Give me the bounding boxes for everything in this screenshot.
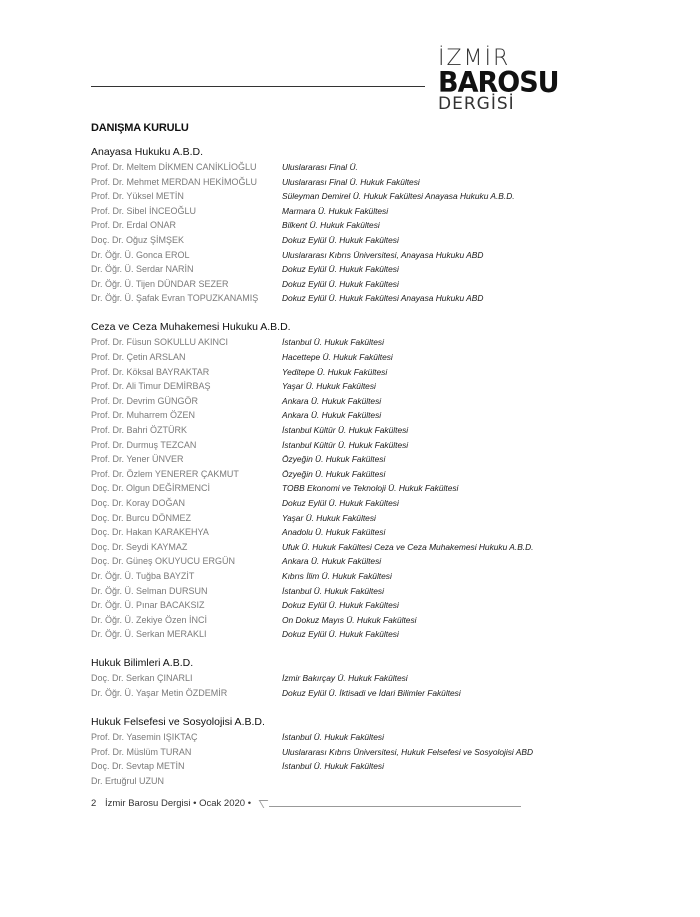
member-name: Dr. Öğr. Ü. Zekiye Özen İNCİ bbox=[91, 614, 208, 625]
member-institution: Dokuz Eylül Ü. Hukuk Fakültesi bbox=[282, 278, 399, 289]
logo-line-izmir: İZMİR bbox=[438, 46, 511, 71]
member-institution: Dokuz Eylül Ü. Hukuk Fakültesi Anayasa Hukuku ABD bbox=[282, 293, 484, 304]
member-name: Dr. Öğr. Ü. Selman DURSUN bbox=[91, 585, 208, 596]
member-name: Prof. Dr. Erdal ONAR bbox=[91, 220, 177, 231]
department-title: Hukuk Felsefesi ve Sosyolojisi A.B.D. bbox=[91, 716, 265, 729]
member-name: Prof. Dr. Mehmet MERDAN HEKİMOĞLU bbox=[91, 176, 258, 187]
journal-logo bbox=[438, 48, 559, 113]
member-name: Doç. Dr. Sevtap METİN bbox=[91, 761, 185, 772]
member-row bbox=[91, 262, 531, 277]
member-institution: Kıbrıs İlim Ü. Hukuk Fakültesi bbox=[282, 570, 392, 581]
member-institution: On Dokuz Mayıs Ü. Hukuk Fakültesi bbox=[282, 614, 417, 625]
member-row bbox=[91, 774, 531, 789]
logo-line-dergisi: DERGİSİ bbox=[438, 94, 515, 114]
member-name: Prof. Dr. Devrim GÜNGÖR bbox=[91, 395, 199, 406]
member-name: Doç. Dr. Serkan ÇINARLI bbox=[91, 673, 193, 684]
member-institution: Dokuz Eylül Ü. Hukuk Fakültesi bbox=[282, 497, 399, 508]
member-name: Doç. Dr. Oğuz ŞİMŞEK bbox=[91, 234, 185, 245]
member-name: Prof. Dr. Bahri ÖZTÜRK bbox=[91, 425, 188, 435]
member-institution: Özyeğin Ü. Hukuk Fakültesi bbox=[282, 454, 386, 465]
member-name: Doç. Dr. Koray DOĞAN bbox=[91, 497, 186, 508]
member-row bbox=[91, 218, 531, 233]
member-institution: Özyeğin Ü. Hukuk Fakültesi bbox=[282, 468, 386, 479]
member-institution: Uluslararası Kıbrıs Üniversitesi, Hukuk Felsefesi ve Sosyolojisi ABD bbox=[282, 746, 534, 757]
member-name: Doç. Dr. Hakan KARAKEHYA bbox=[91, 527, 209, 538]
member-row bbox=[91, 204, 531, 219]
member-institution: Uluslararası Kıbrıs Üniversitesi, Anayasa Hukuku ABD bbox=[282, 249, 484, 260]
member-row bbox=[91, 379, 531, 394]
member-row bbox=[91, 613, 531, 628]
member-row bbox=[91, 569, 531, 584]
member-row bbox=[91, 175, 531, 190]
member-row bbox=[91, 189, 531, 204]
member-institution: Anadolu Ü. Hukuk Fakültesi bbox=[282, 527, 386, 538]
member-institution: Bilkent Ü. Hukuk Fakültesi bbox=[282, 220, 380, 231]
member-row bbox=[91, 481, 531, 496]
member-institution: İstanbul Ü. Hukuk Fakültesi bbox=[282, 585, 384, 596]
member-row bbox=[91, 598, 531, 613]
member-institution: Dokuz Eylül Ü. Hukuk Fakültesi bbox=[282, 234, 399, 245]
member-row bbox=[91, 467, 531, 482]
member-institution: Ankara Ü. Hukuk Fakültesi bbox=[282, 395, 382, 406]
member-row bbox=[91, 671, 531, 686]
member-institution: Dokuz Eylül Ü. İktisadi ve İdari Bilimler Fakültesi bbox=[282, 688, 461, 698]
member-row bbox=[91, 511, 531, 526]
member-institution: Hacettepe Ü. Hukuk Fakültesi bbox=[282, 352, 393, 363]
member-institution: İstanbul Kültür Ü. Hukuk Fakültesi bbox=[282, 439, 409, 450]
member-row bbox=[91, 686, 531, 701]
member-name: Prof. Dr. Yüksel METİN bbox=[91, 191, 184, 202]
department-title: Hukuk Bilimleri A.B.D. bbox=[91, 657, 194, 670]
member-name: Prof. Dr. Meltem DİKMEN CANİKLİOĞLU bbox=[91, 162, 257, 172]
member-row bbox=[91, 394, 531, 409]
member-name: Doç. Dr. Burcu DÖNMEZ bbox=[91, 512, 192, 523]
member-row bbox=[91, 248, 531, 263]
member-name: Dr. Öğr. Ü. Serkan MERAKLI bbox=[91, 629, 207, 640]
member-row bbox=[91, 554, 531, 569]
member-row bbox=[91, 759, 531, 774]
member-name: Dr. Ertuğrul UZUN bbox=[91, 775, 165, 786]
member-name: Dr. Öğr. Ü. Şafak Evran TOPUZKANAMIŞ bbox=[91, 293, 259, 304]
member-institution: Yeditepe Ü. Hukuk Fakültesi bbox=[282, 366, 388, 377]
department-section bbox=[91, 145, 531, 306]
member-row bbox=[91, 745, 534, 760]
member-institution: Ankara Ü. Hukuk Fakültesi bbox=[282, 556, 382, 567]
member-institution: İstanbul Ü. Hukuk Fakültesi bbox=[282, 337, 384, 348]
member-institution: Yaşar Ü. Hukuk Fakültesi bbox=[282, 381, 376, 392]
member-row bbox=[91, 496, 531, 511]
member-name: Prof. Dr. Muharrem ÖZEN bbox=[91, 410, 196, 421]
member-institution: Süleyman Demirel Ü. Hukuk Fakültesi Anayasa Hukuku A.B.D. bbox=[282, 191, 515, 202]
member-row bbox=[91, 525, 531, 540]
member-name: Prof. Dr. Ali Timur DEMİRBAŞ bbox=[91, 381, 211, 392]
member-institution: Marmara Ü. Hukuk Fakültesi bbox=[282, 205, 389, 216]
member-row bbox=[91, 277, 531, 292]
member-institution: Dokuz Eylül Ü. Hukuk Fakültesi bbox=[282, 264, 399, 275]
member-row bbox=[91, 160, 531, 175]
member-row bbox=[91, 627, 531, 642]
member-name: Doç. Dr. Olgun DEĞİRMENCİ bbox=[91, 483, 211, 494]
member-institution: Uluslararası Final Ü. Hukuk Fakültesi bbox=[282, 176, 420, 187]
member-row bbox=[91, 540, 534, 555]
member-institution: Dokuz Eylül Ü. Hukuk Fakültesi bbox=[282, 629, 399, 640]
member-institution: Dokuz Eylül Ü. Hukuk Fakültesi bbox=[282, 600, 399, 611]
member-institution: İzmir Bakırçay Ü. Hukuk Fakültesi bbox=[282, 673, 408, 684]
member-institution: İstanbul Kültür Ü. Hukuk Fakültesi bbox=[282, 425, 409, 435]
member-row bbox=[91, 291, 531, 306]
member-row bbox=[91, 408, 531, 423]
board-title: DANIŞMA KURULU bbox=[91, 122, 189, 134]
member-row bbox=[91, 423, 531, 438]
member-name: Prof. Dr. Özlem YENERER ÇAKMUT bbox=[91, 468, 239, 479]
member-institution: Yaşar Ü. Hukuk Fakültesi bbox=[282, 512, 376, 523]
department-title: Ceza ve Ceza Muhakemesi Hukuku A.B.D. bbox=[91, 321, 291, 334]
member-name: Prof. Dr. Füsun SOKULLU AKINCI bbox=[91, 337, 229, 348]
member-row bbox=[91, 730, 531, 745]
member-name: Prof. Dr. Müslüm TURAN bbox=[91, 746, 192, 757]
member-name: Dr. Öğr. Ü. Tijen DÜNDAR SEZER bbox=[91, 278, 229, 289]
member-name: Prof. Dr. Köksal BAYRAKTAR bbox=[91, 366, 210, 377]
member-name: Dr. Öğr. Ü. Pınar BACAKSIZ bbox=[91, 600, 205, 611]
member-row bbox=[91, 233, 531, 248]
member-name: Dr. Öğr. Ü. Yaşar Metin ÖZDEMİR bbox=[91, 688, 228, 698]
logo-line-barosu: BAROSU bbox=[438, 66, 559, 100]
footer-rule bbox=[269, 806, 521, 807]
member-name: Prof. Dr. Yasemin IŞIKTAÇ bbox=[91, 732, 198, 743]
member-name: Dr. Öğr. Ü. Serdar NARİN bbox=[91, 264, 194, 275]
member-institution: İstanbul Ü. Hukuk Fakültesi bbox=[282, 761, 384, 772]
member-row bbox=[91, 584, 531, 599]
page-footer bbox=[91, 798, 521, 814]
department-section bbox=[91, 320, 534, 641]
member-institution: TOBB Ekonomi ve Teknoloji Ü. Hukuk Fakültesi bbox=[282, 483, 459, 494]
department-section bbox=[91, 715, 534, 788]
member-name: Prof. Dr. Yener ÜNVER bbox=[91, 454, 184, 465]
advisory-board-list bbox=[91, 145, 534, 803]
page-number: 2 bbox=[91, 798, 97, 809]
header-rule bbox=[91, 86, 425, 87]
member-row bbox=[91, 452, 531, 467]
member-institution: Ankara Ü. Hukuk Fakültesi bbox=[282, 410, 382, 421]
member-name: Prof. Dr. Durmuş TEZCAN bbox=[91, 439, 197, 450]
member-name: Doç. Dr. Seydi KAYMAZ bbox=[91, 541, 188, 552]
member-name: Dr. Öğr. Ü. Gonca EROL bbox=[91, 249, 190, 260]
department-section bbox=[91, 656, 531, 700]
member-name: Dr. Öğr. Ü. Tuğba BAYZİT bbox=[91, 570, 195, 581]
member-name: Prof. Dr. Sibel İNCEOĞLU bbox=[91, 205, 197, 216]
member-name: Prof. Dr. Çetin ARSLAN bbox=[91, 352, 186, 363]
member-institution: Uluslararası Final Ü. bbox=[282, 162, 358, 172]
member-institution: İstanbul Ü. Hukuk Fakültesi bbox=[282, 732, 384, 743]
member-institution: Ufuk Ü. Hukuk Fakültesi Ceza ve Ceza Muhakemesi Hukuku A.B.D. bbox=[282, 541, 534, 552]
member-row bbox=[91, 335, 531, 350]
member-row bbox=[91, 365, 531, 380]
member-row bbox=[91, 438, 531, 453]
department-title: Anayasa Hukuku A.B.D. bbox=[91, 146, 204, 158]
footer-journal-text: İzmir Barosu Dergisi • Ocak 2020 • bbox=[105, 798, 252, 809]
member-row bbox=[91, 350, 531, 365]
member-name: Doç. Dr. Güneş OKUYUCU ERGÜN bbox=[91, 556, 236, 567]
